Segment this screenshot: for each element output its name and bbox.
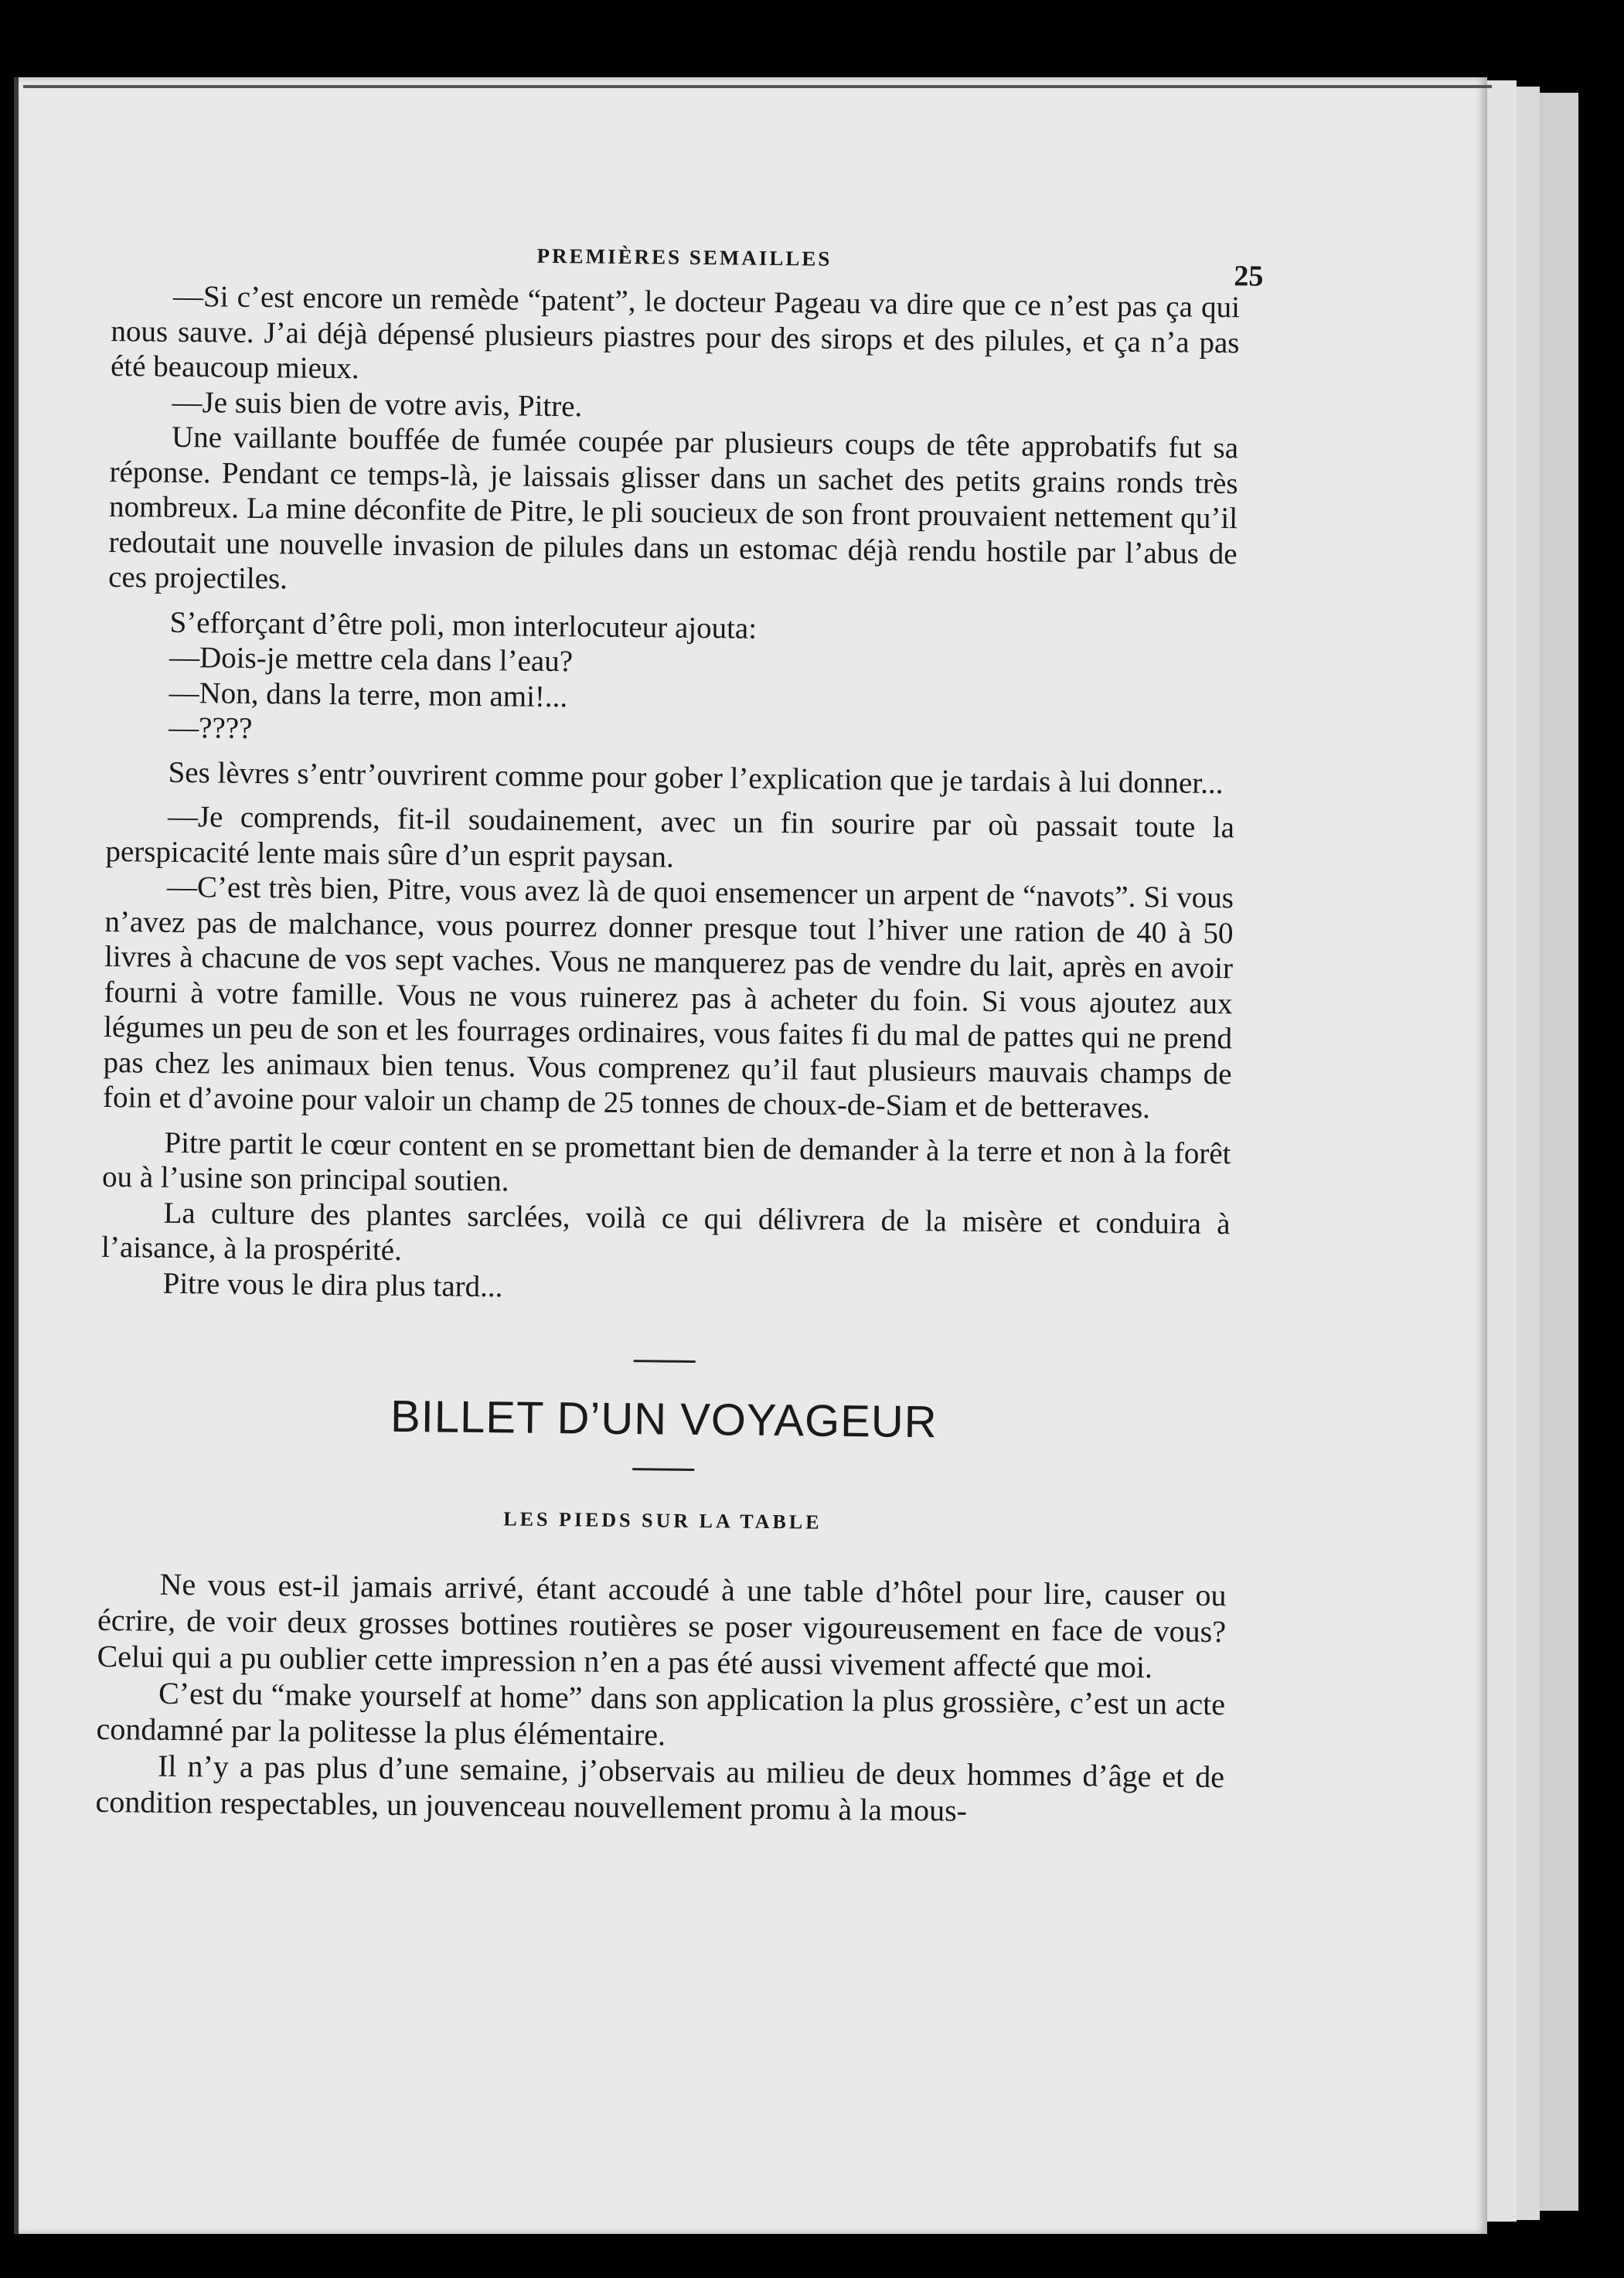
paragraph: La culture des plantes sarclées, voilà ce qui délivrera de la misère et conduira à l’aisance, à la prospérité. <box>100 1196 1231 1267</box>
paragraph: Pitre vous le dira plus tard... <box>162 1266 503 1303</box>
paragraph: C’est du “make yourself at home” dans son application la plus grossière, c’est un acte condamné par la politesse la plus élémentaire. <box>96 1675 1226 1752</box>
paragraph: Une vaillante bouffée de fumée coupée par plusieurs coups de tête approbatifs fut sa réponse. Pendant ce temps-là, je laissais glisser dans un sachet des petits grains ronds très nombreux. La mine déconfite de Pitre, le pli soucieux de son front prouvaient nettement qu’il redoutait une nouvelle invasion de pilules dans un estomac déjà rendu hostile par l’abus de ces projectiles. <box>107 420 1239 596</box>
paragraph: —C’est très bien, Pitre, vous avez là de quoi ensemencer un arpent de “navots”. Si vous n’avez pas de malchance, vous pourrez donner presque tout l’hiver une ration de 40 à 50 livres à chacune de vos sept vaches. Vous ne manquerez pas de vendre du lait, après en avoir fourni à votre famille. Vous ne vous ruinerez pas à acheter du foin. Si vous ajoutez aux légumes un peu de son et les fourrages ordinaires, vous faites fi du mal de pattes qui ne prend pas chez les animaux bien tenus. Vous comprenez qu’il faut plusieurs mauvais champs de foin et d’avoine pour valoir un champ de 25 tonnes de choux-de-Siam et de betteraves. <box>102 870 1234 1125</box>
paragraph: S’efforçant d’être poli, mon interlocuteur ajouta: <box>169 605 758 645</box>
page-content <box>95 224 1264 1831</box>
paragraph: —Dois-je mettre cela dans l’eau? <box>169 640 574 679</box>
running-title: PREMIÈRES SEMAILLES <box>536 243 832 271</box>
paragraph: Ne vous est-il jamais arrivé, étant accoudé à une table d’hôtel pour lire, causer ou écrire, de voir deux grosses bottines routières se poser vigoureusement en face de vous? Celui qui a pu oublier cette impression n’en a pas été aussi vivement affecté que moi. <box>97 1566 1227 1685</box>
paragraph: Ses lèvres s’entr’ouvrirent comme pour gober l’explication que je tardais à lui donner... <box>168 755 1224 800</box>
section-divider <box>632 1468 694 1471</box>
section-divider <box>634 1360 696 1363</box>
page-top-edge <box>23 85 1492 88</box>
paragraph: —Non, dans la terre, mon ami!... <box>169 676 568 713</box>
paragraph: —Je suis bien de votre avis, Pitre. <box>172 385 583 423</box>
paragraph: Il n’y a pas plus d’une semaine, j’observais au milieu de deux hommes d’âge et de condition respectables, un jouvenceau nouvellement promu à la mous- <box>95 1748 1225 1828</box>
paragraph: Pitre partit le cœur content en se promettant bien de demander à la terre et non à la forêt ou à l’usine son principal soutien. <box>101 1125 1231 1198</box>
page-number: 25 <box>1234 260 1264 293</box>
body-text-top <box>100 278 1240 1312</box>
section-subtitle: LES PIEDS SUR LA TABLE <box>503 1507 822 1534</box>
paragraph: —Je comprends, fit-il soudainement, avec un fin sourire par où passait toute la perspicacité lente mais sûre d’un esprit paysan. <box>105 799 1235 874</box>
body-text-bottom <box>95 1565 1226 1831</box>
section-title: BILLET D’UN VOYAGEUR <box>390 1391 938 1448</box>
paragraph: —Si c’est encore un remède “patent”, le docteur Pageau va dire que ce n’est pas ça qui nous sauve. J’ai déjà dépensé plusieurs piastres pour des sirops et des pilules, et ça n’a pas été beaucoup mieux. <box>110 279 1241 386</box>
paragraph: —???? <box>168 710 253 745</box>
